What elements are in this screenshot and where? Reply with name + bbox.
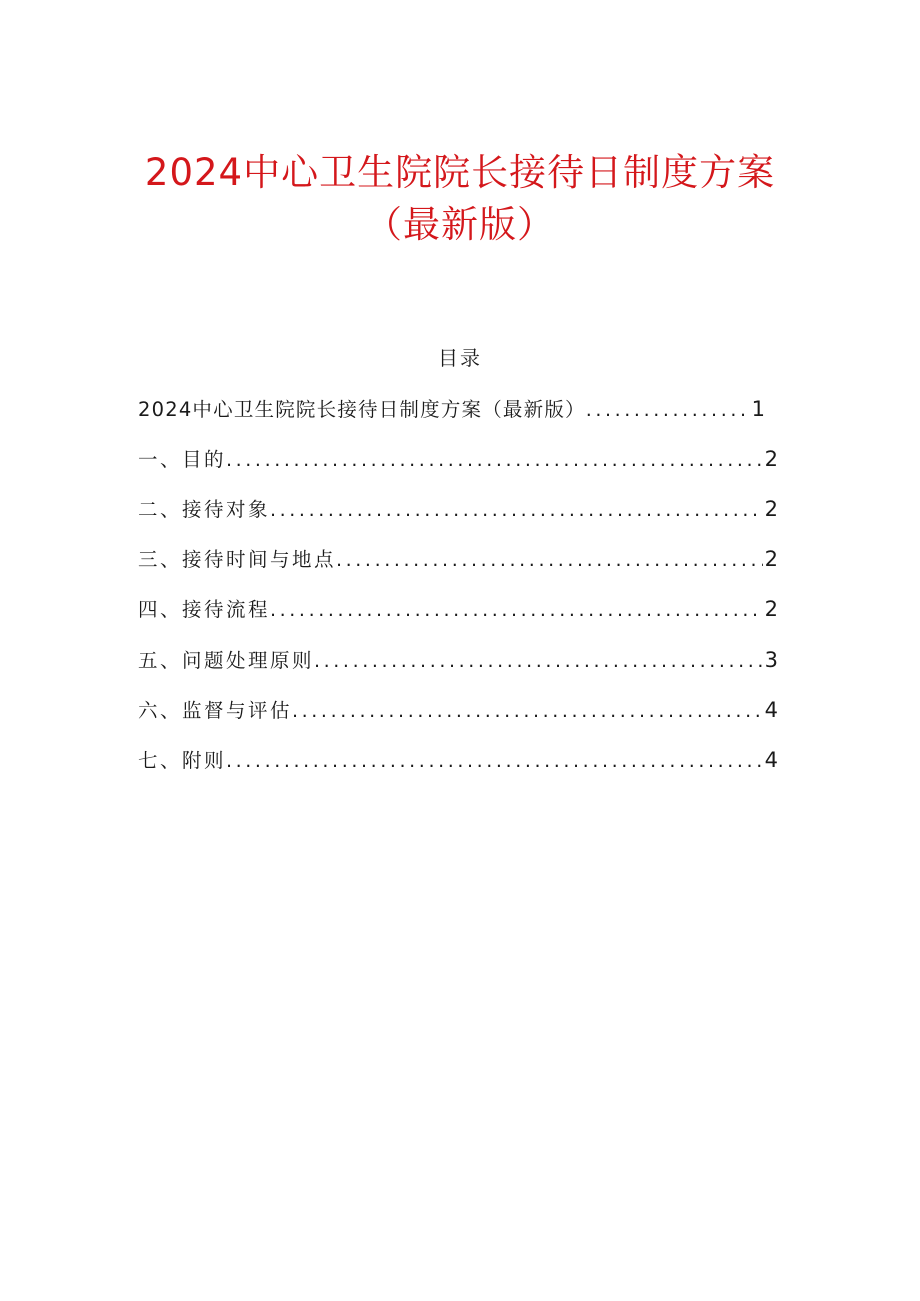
toc-entry-label: 三、接待时间与地点	[138, 548, 337, 571]
toc-leader-dots	[336, 546, 763, 574]
toc-entry-label: 五、问题处理原则	[138, 649, 315, 672]
toc-entry-page: 2	[764, 497, 778, 521]
toc-entry-supervision[interactable]	[138, 696, 778, 725]
toc-leader-dots	[226, 747, 763, 775]
toc-entry-label: 2024中心卫生院院长接待日制度方案（最新版）	[138, 398, 586, 421]
toc-leader-dots	[292, 697, 763, 725]
toc-entry-process[interactable]	[138, 595, 778, 624]
toc-entry-label: 二、接待对象	[138, 498, 271, 521]
toc-entry-page: 2	[764, 597, 778, 621]
toc-leader-dots	[270, 596, 763, 624]
toc-entry-label: 六、监督与评估	[138, 699, 293, 722]
toc-entry-page: 2	[764, 547, 778, 571]
toc-entry-label: 一、目的	[138, 448, 227, 471]
toc-heading: 目录	[438, 346, 482, 370]
toc-entry-page: 2	[764, 447, 778, 471]
toc-entry-purpose[interactable]	[138, 445, 778, 474]
toc-entry-time-place[interactable]	[138, 545, 778, 574]
toc-entry-appendix[interactable]	[138, 746, 778, 775]
toc-leader-dots	[314, 647, 763, 675]
toc-leader-dots	[586, 396, 750, 424]
toc-entry-principles[interactable]	[138, 646, 778, 675]
toc-entry-label: 四、接待流程	[138, 598, 271, 621]
toc-entry-page: 1	[751, 397, 765, 421]
toc-entry-page: 4	[764, 698, 778, 722]
toc-leader-dots	[226, 446, 763, 474]
toc-entry-page: 3	[764, 648, 778, 672]
toc-entry-page: 4	[764, 748, 778, 772]
toc-entry-label: 七、附则	[138, 749, 227, 772]
document-title: 2024中心卫生院院长接待日制度方案	[144, 151, 776, 194]
toc-entry-title[interactable]	[138, 395, 765, 424]
toc-leader-dots	[270, 496, 763, 524]
document-title-edition: （最新版）	[365, 203, 555, 246]
toc-entry-audience[interactable]	[138, 495, 778, 524]
